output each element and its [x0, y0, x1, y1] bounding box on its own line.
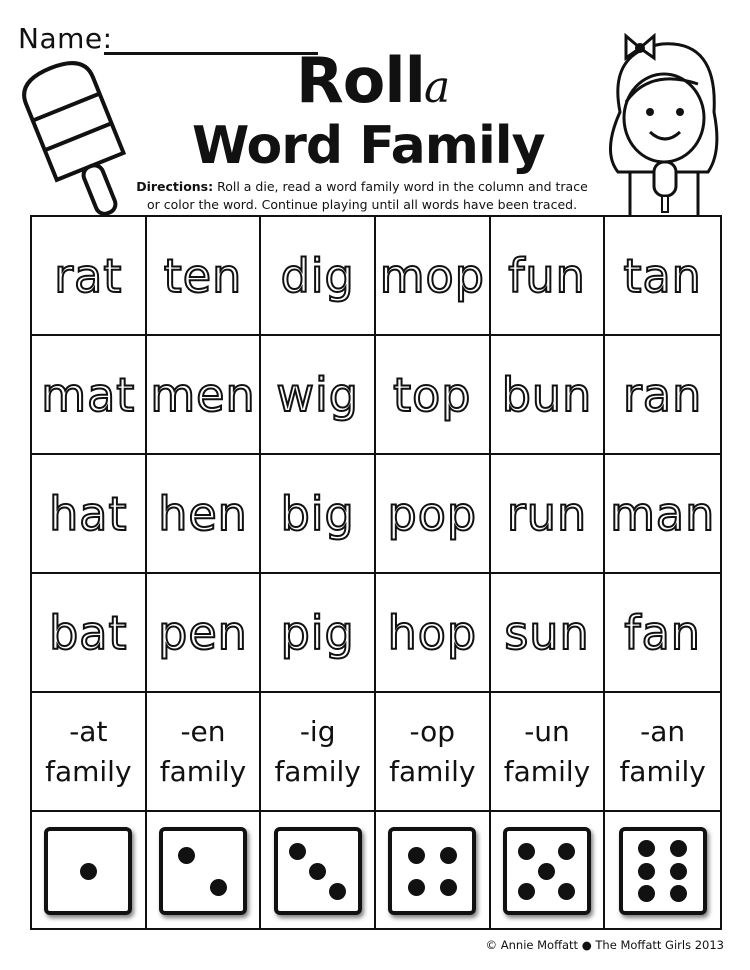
word-cell[interactable]: [491, 336, 606, 455]
word-cell[interactable]: [147, 455, 262, 574]
title-roll: Roll: [296, 44, 425, 117]
family-cell: [147, 693, 262, 812]
family-cell: [261, 693, 376, 812]
die-face-4-icon: [388, 827, 476, 915]
die-face-1-icon: [44, 827, 132, 915]
die-pip: [408, 847, 425, 864]
word-cell[interactable]: [32, 336, 147, 455]
word-cell[interactable]: [32, 455, 147, 574]
die-pip: [638, 840, 655, 857]
die-pip: [518, 843, 535, 860]
family-ending: -un: [524, 714, 570, 748]
family-label: family: [503, 754, 591, 788]
die-pip: [558, 843, 575, 860]
trace-word: tan: [623, 248, 702, 303]
title-a: a: [424, 62, 451, 113]
family-label: family: [159, 754, 247, 788]
family-cell: [32, 693, 147, 812]
word-cell[interactable]: [147, 336, 262, 455]
family-ending: -en: [180, 714, 226, 748]
die-pip: [638, 863, 655, 880]
die-face-5-icon: [503, 827, 591, 915]
word-cell[interactable]: [261, 336, 376, 455]
trace-word: pop: [387, 486, 478, 541]
directions-label: Directions:: [136, 179, 214, 194]
directions: [132, 178, 592, 214]
die-pip: [518, 883, 535, 900]
trace-word: man: [610, 486, 716, 541]
word-cell[interactable]: [376, 574, 491, 693]
trace-word: bun: [501, 367, 593, 422]
family-ending: -op: [409, 714, 456, 748]
word-cell[interactable]: [491, 455, 606, 574]
die-cell: [376, 812, 491, 930]
trace-word: bat: [49, 605, 128, 660]
trace-word: mop: [379, 248, 485, 303]
copyright: © Annie Moffatt ● The Moffatt Girls 2013: [485, 938, 724, 952]
trace-word: dig: [280, 248, 355, 303]
girl-icon: [590, 22, 740, 217]
die-cell: [261, 812, 376, 930]
word-cell[interactable]: [605, 217, 720, 336]
word-cell[interactable]: [491, 217, 606, 336]
word-cell[interactable]: [261, 455, 376, 574]
trace-word: hat: [49, 486, 128, 541]
die-cell: [147, 812, 262, 930]
die-pip: [638, 885, 655, 902]
word-cell[interactable]: [32, 574, 147, 693]
die-pip: [440, 879, 457, 896]
trace-word: wig: [276, 367, 359, 422]
die-pip: [670, 863, 687, 880]
name-line[interactable]: [104, 52, 318, 55]
trace-word: fan: [624, 605, 701, 660]
word-cell[interactable]: [376, 455, 491, 574]
die-pip: [538, 863, 555, 880]
trace-word: men: [150, 367, 256, 422]
family-cell: [491, 693, 606, 812]
trace-word: top: [393, 367, 472, 422]
die-pip: [670, 840, 687, 857]
trace-word: pig: [280, 605, 355, 660]
die-pip: [178, 847, 195, 864]
die-pip: [309, 863, 326, 880]
family-cell: [605, 693, 720, 812]
family-label: family: [389, 754, 476, 788]
family-cell: [376, 693, 491, 812]
family-label: family: [274, 754, 361, 788]
word-cell[interactable]: [376, 217, 491, 336]
trace-word: big: [280, 486, 355, 541]
die-pip: [80, 863, 97, 880]
die-cell: [605, 812, 720, 930]
word-cell[interactable]: [605, 455, 720, 574]
word-family-grid: [30, 215, 722, 930]
die-cell: [491, 812, 606, 930]
word-cell[interactable]: [147, 217, 262, 336]
family-ending: -at: [69, 714, 108, 748]
die-pip: [408, 879, 425, 896]
word-cell[interactable]: [147, 574, 262, 693]
die-pip: [670, 885, 687, 902]
family-label: family: [619, 754, 706, 788]
trace-word: hen: [158, 486, 248, 541]
die-pip: [329, 883, 346, 900]
name-label: Name:: [18, 22, 113, 55]
die-face-3-icon: [274, 827, 362, 915]
trace-word: pen: [158, 605, 248, 660]
trace-word: ten: [163, 248, 243, 303]
die-face-6-icon: [619, 827, 707, 915]
family-ending: -ig: [299, 714, 336, 748]
die-pip: [440, 847, 457, 864]
trace-word: ran: [623, 367, 703, 422]
trace-word: sun: [504, 605, 590, 660]
die-pip: [289, 843, 306, 860]
family-ending: -an: [640, 714, 686, 748]
directions-text: Roll a die, read a word family word in the column and trace or color the word. Continue playing until all words have been traced.: [146, 179, 588, 212]
trace-word: rat: [54, 248, 123, 303]
die-pip: [558, 883, 575, 900]
die-cell: [32, 812, 147, 930]
title-word-family: Word Family: [192, 116, 545, 176]
word-cell[interactable]: [32, 217, 147, 336]
word-cell[interactable]: [605, 336, 720, 455]
word-cell[interactable]: [261, 574, 376, 693]
trace-word: mat: [41, 367, 136, 422]
popsicle-icon: [20, 56, 140, 226]
trace-word: hop: [387, 605, 478, 660]
word-cell[interactable]: [376, 336, 491, 455]
word-cell[interactable]: [605, 574, 720, 693]
family-label: family: [45, 754, 132, 788]
trace-word: run: [506, 486, 588, 541]
trace-word: fun: [508, 248, 586, 303]
die-face-2-icon: [159, 827, 247, 915]
word-cell[interactable]: [491, 574, 606, 693]
word-cell[interactable]: [261, 217, 376, 336]
die-pip: [210, 879, 227, 896]
